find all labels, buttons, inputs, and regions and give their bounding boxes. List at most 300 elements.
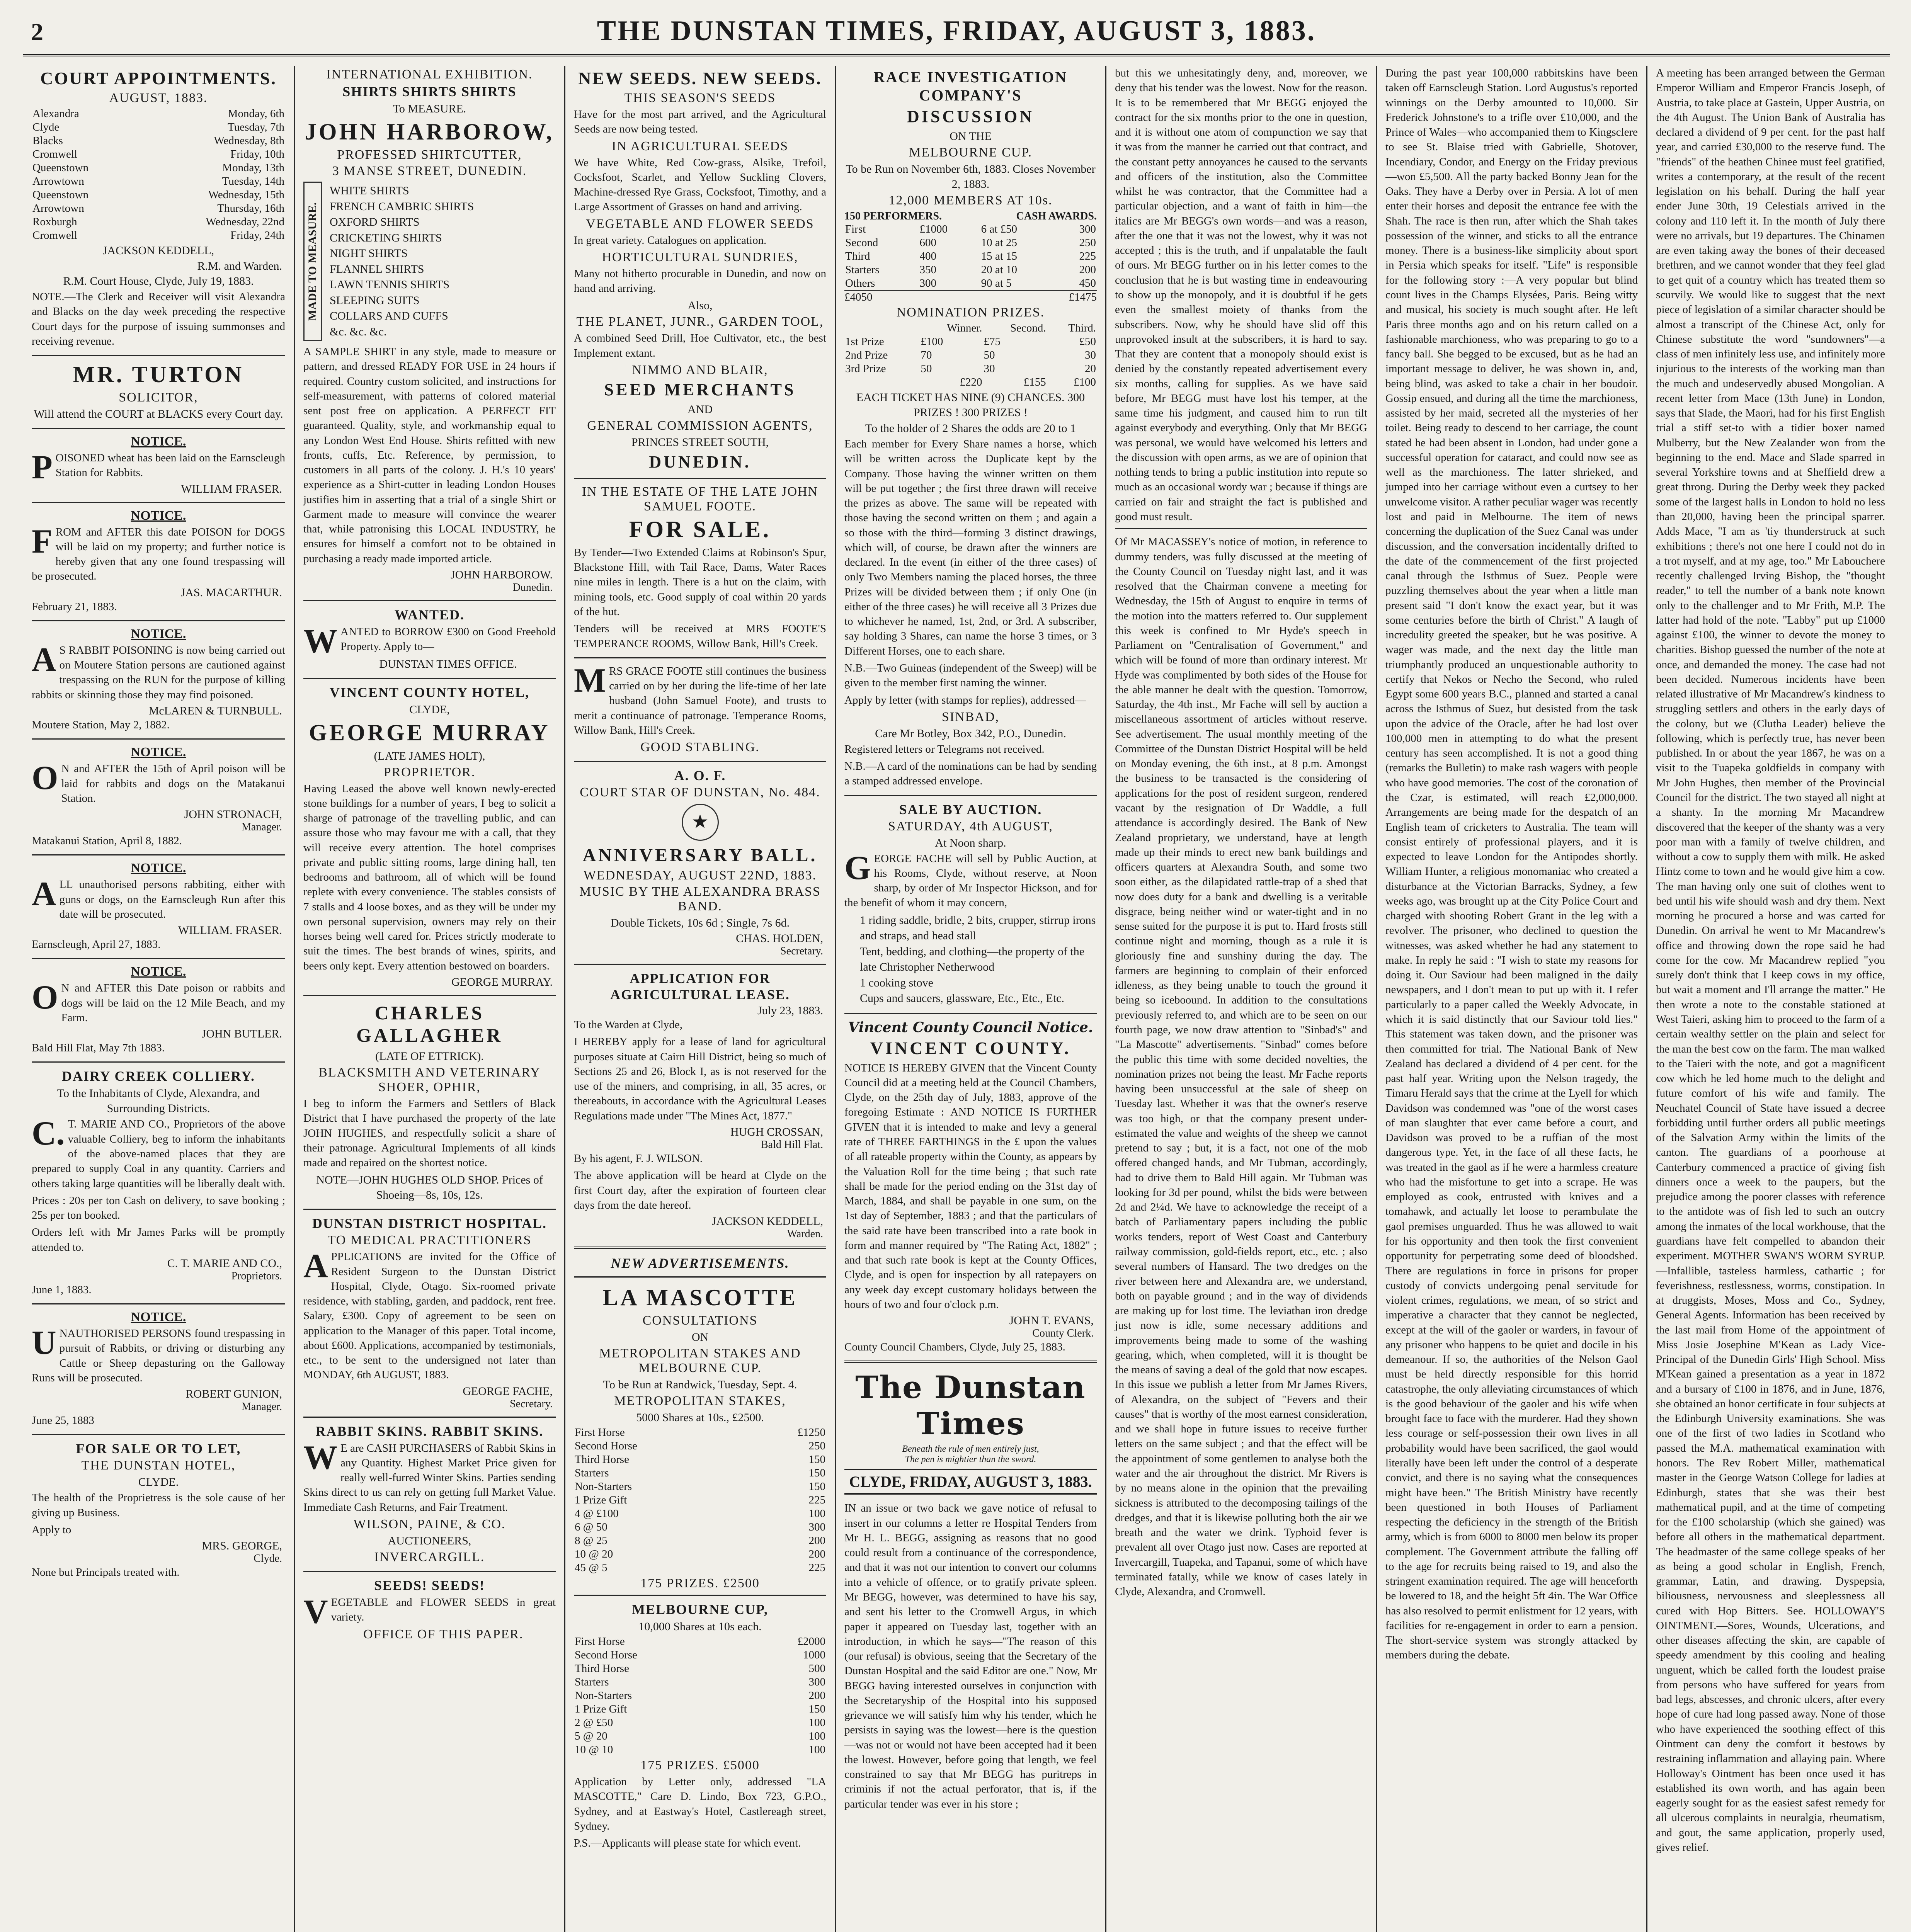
cup-prize-row — [574, 1662, 826, 1675]
court-row-cell: Friday, 10th — [230, 148, 284, 160]
metro-prize-row-cell: £1250 — [797, 1426, 825, 1439]
hospital-signature: GEORGE FACHE, — [463, 1384, 553, 1398]
notice-title: Manager. — [242, 1401, 282, 1413]
auction-text: GEORGE FACHE will sell by Public Auction, at his Rooms, Clyde, without reserve, at Noon sharp, by order of Mr Inspector Hickson, and for the benefit of whom it may concern, — [844, 849, 1097, 909]
notice-heading: NOTICE. — [131, 861, 186, 876]
gallagher-late: (LATE OF ETTRICK). — [375, 1049, 484, 1063]
metro-prize-row-cell: Non-Starters — [575, 1480, 632, 1493]
nomination-row-cell: 50 — [984, 349, 995, 361]
performer-row — [844, 236, 1097, 250]
foote-text: MRS GRACE FOOTE still continues the business carried on by her during the life-time of her late husband (John Samuel Foote), and trusts to merit a continuance of patronage. Temperance Rooms, Willow Bank, Hill's Creek. — [574, 662, 826, 736]
performer-row — [844, 250, 1097, 263]
notice-moutere — [32, 627, 285, 732]
nomination-row-cell: 50 — [921, 362, 932, 375]
performer-row-cell: 350 — [919, 264, 937, 276]
gallagher-text: I beg to inform the Farmers and Settlers of Black District that I have purchased the property of the late JOHN HUGHES, and respectfully solicit a share of their patronage. Agricultural Implements of all kinds made and repaired on the shortest notice. — [303, 1097, 556, 1169]
cup-prize-row-cell: 300 — [808, 1676, 825, 1689]
lease-to: To the Warden at Clyde, — [574, 1019, 682, 1031]
metro-prize-row-cell: 100 — [808, 1507, 825, 1520]
cup-prize-row-cell: 100 — [808, 1730, 825, 1743]
shirt-list — [330, 183, 474, 340]
vincent-hotel-ad — [303, 684, 556, 989]
court-heading: COURT APPOINTMENTS. — [40, 68, 277, 88]
harborow-signature: JOHN HARBOROW. — [451, 568, 553, 581]
metro-prize-row-cell: 10 @ 20 — [575, 1548, 613, 1561]
lease-date: July 23, 1883. — [757, 1004, 823, 1017]
metro-prize-row-cell: 45 @ 5 — [575, 1561, 608, 1574]
cup-prize-row-cell: Second Horse — [575, 1649, 637, 1662]
auction-heading: SALE BY AUCTION. — [899, 801, 1042, 817]
murray-late: (LATE JAMES HOLT), — [374, 749, 485, 762]
rabbit-signature: WILSON, PAINE, & CO. — [353, 1517, 506, 1532]
mascotte-on: ON — [691, 1331, 709, 1344]
cup-prize-row-cell: First Horse — [575, 1635, 625, 1648]
metro-prize-row — [574, 1453, 826, 1466]
editorial-continued: but this we unhesitatingly deny, and, moreover, we deny that his tender was the lowest. Now for the reason. It is to be remembered that Mr BEGG enjoyed the contract for the six months prior to the one in question, and it is without one atom of compunction we say that it was from the manner he carried out that contract, and the constant petty annoyances he caused to the servants and officers of the institution, also the Committee whilst he was contractor, that the Committee had a particular objection, and a want of faith in him—the italics are Mr BEGG's own words—and was a reason, after the one that it was not the lowest, why it was not accepted ; this is the truth, and if unpalatable the fault of ours. Mr BEGG further on in his letter comes to the conclusion that he is but wasting time in endeavouring to show up the monopoly, and it is doubtful if he gets even the smallest moiety of thanks from the subscribers. Now, why he should have slid off this unprovoked insult at the subscribers, it is hard to say. That they are content that a monopoly should exist is denied by the constantly repeated advertisement every six months, calling for supplies. As we have said before, Mr BEGG must have lost his temper, at the same time his judgment, and caused him to run tilt against everybody and everything. Only that Mr BEGG was personal, we would have welcomed his letters and the discussion with open arms, as we are of opinion that nothing tends to bring a public institution into repute so much as an occasional wordy war ; because if things are carried on fair and straight the fact is published and good must result. — [1115, 67, 1367, 523]
seeds-signature: OFFICE OF THIS PAPER. — [363, 1627, 524, 1641]
performer-row-cell: 15 at 15 — [981, 250, 1018, 262]
shirts-line: SHIRTS SHIRTS SHIRTS — [342, 84, 517, 99]
metro-prize-table — [574, 1426, 826, 1575]
race-holder: To the holder of 2 Shares the odds are 20 to 1 — [865, 422, 1076, 435]
wanted-signature: DUNSTAN TIMES OFFICE. — [379, 657, 517, 670]
metro-shares: 5000 Shares at 10s., £2500. — [636, 1411, 764, 1424]
race-sub: DISCUSSION — [907, 107, 1034, 126]
court-sig-title: R.M. and Warden. — [197, 260, 282, 272]
cup-prize-row-cell: 1000 — [803, 1649, 825, 1662]
hotel-name: THE DUNSTAN HOTEL, — [81, 1458, 236, 1473]
dunstan-hotel-sale — [32, 1440, 285, 1580]
lease-heard: The above application will be heard at Clyde on the first Court day, after the expiration of fourteen clear days from the date hereof. — [574, 1169, 826, 1211]
court-row — [32, 215, 285, 229]
metro-prize-row — [574, 1466, 826, 1480]
metro-prize-row-cell: First Horse — [575, 1426, 625, 1439]
race-signature: SINBAD, — [941, 709, 1000, 724]
auction-ad — [844, 801, 1097, 1007]
lease-warden: JACKSON KEDDELL, — [711, 1215, 823, 1228]
nomination-row-cell: £50 — [1079, 335, 1096, 348]
auction-item: 1 cooking stove — [860, 976, 933, 989]
court-row-cell: Wednesday, 22nd — [206, 216, 284, 228]
exhibition-line: INTERNATIONAL EXHIBITION. — [326, 67, 533, 82]
rabbit-place: INVERCARGILL. — [374, 1550, 485, 1565]
court-row-cell: Tuesday, 14th — [222, 175, 284, 187]
nomination-total: £100 — [1074, 376, 1096, 388]
cup-prize-row-cell: 500 — [808, 1662, 825, 1675]
court-row — [32, 202, 285, 215]
hotel-sale-heading: FOR SALE OR TO LET, — [76, 1441, 241, 1457]
metro-prize-row-cell: Starters — [575, 1467, 609, 1480]
vincent-text: NOTICE IS HEREBY GIVEN that the Vincent County Council did at a meeting held at the Council Chambers, Clyde, on the 25th day of July, 1883, approve of the foregoing Estimate : AND NOTICE IS FURTHER GIVEN that it is intended to make and levy a general rate of THREE FARTHINGS in the £ upon the values of all rateable property within the County, as appears by the Valuation Roll for the time being ; that such rate shall be made for the period ending on the 31st day of March, 1884, and shall be payable in one sum, on the 1st day of September, 1883 ; and that the particulars of the said rate have been transcribed into a rate book in form and manner required by "The Rating Act, 1882" ; and that such rate book is kept at the County Offices, Clyde, and is open for inspection by all ratepayers on any week day except customary holidays between the hours of two and four o'clock p.m. — [844, 1061, 1097, 1311]
colliery-prices: Prices : 20s per ton Cash on delivery, to save booking ; 25s per ton booked. — [32, 1194, 285, 1222]
nimmo-name: NIMMO AND BLAIR, — [632, 362, 768, 377]
cup-prize-row — [574, 1702, 826, 1716]
performer-row-cell: 225 — [1079, 250, 1096, 262]
shirt-list-item: SLEEPING SUITS — [330, 294, 420, 307]
metro-prize-row — [574, 1480, 826, 1493]
dairy-creek-colliery-ad — [32, 1068, 285, 1297]
hort-text: Many not hitherto procurable in Dunedin, and now on hand and arriving. — [574, 267, 826, 295]
metro-prize-row-cell: 8 @ 25 — [575, 1534, 608, 1547]
notice-matakanui — [32, 745, 285, 848]
cup-prize-row — [574, 1716, 826, 1730]
court-row — [32, 175, 285, 188]
race-cup: MELBOURNE CUP. — [909, 145, 1032, 160]
race-registered: Registered letters or Telegrams not received. — [844, 743, 1045, 755]
editorial-text: IN an issue or two back we gave notice of refusal to insert in our columns a letter re Hospital Tenders from Mr H. L. BEGG, assigning as reasons that no good could result from a continuance of the correspondence, and that it was not our intention to convert our columns into a vehicle of offence, or to gratify private spleen. Mr BEGG, however, was determined to have his say, and sent his letter to the Cromwell Argus, in which paper it appeared on Tuesday last, together with an introduction, in which he says—"The reason of this (our refusal) is obvious, seeing that the Secretary of the Dunstan Hospital and the said Editor are one." Now, Mr BEGG having interested ourselves in conjunction with the Secretaryship of the Hospital into his supposed grievance we will satisfy him why his tender, which he persists in saying was the lowest—here is the question—was not or would not have been accepted had it been the lowest. However, before going that length, we feel constrained to say that Mr BEGG has puritreps in criminis if not the actual perforator, that is, if the particular tender was ever in his store ; — [844, 1502, 1097, 1810]
notice-place: Moutere Station, May 2, 1882. — [32, 718, 170, 731]
metro-prize-row — [574, 1493, 826, 1507]
motto-line-1: Beneath the rule of men entirely just, — [902, 1444, 1039, 1454]
hospital-heading: DUNSTAN DISTRICT HOSPITAL. — [312, 1216, 547, 1231]
metro-prize-row-cell: 225 — [808, 1561, 825, 1574]
column-7 — [1646, 66, 1894, 1932]
stabling: GOOD STABLING. — [640, 740, 760, 755]
performer-row-cell: Others — [845, 277, 875, 289]
shirt-list-item: LAWN TENNIS SHIRTS — [330, 278, 450, 291]
hospital-sub: TO MEDICAL PRACTITIONERS — [327, 1233, 532, 1248]
harborow-address: 3 MANSE STREET, DUNEDIN. — [332, 164, 527, 178]
notice-text: UNAUTHORISED PERSONS found trespassing in pursuit of Rabbits, or driving or disturbing any Cattle or Sheep depasturing on the Galloway Runs will be prosecuted. — [32, 1324, 285, 1384]
shirt-list-item: FRENCH CAMBRIC SHIRTS — [330, 200, 474, 213]
lease-agent: By his agent, F. J. WILSON. — [574, 1152, 703, 1165]
performer-row-cell: £1000 — [919, 223, 948, 235]
metro-prize-row-cell: 150 — [808, 1453, 825, 1466]
performer-row-cell: Third — [845, 250, 870, 262]
vincent-signature: JOHN T. EVANS, — [1009, 1314, 1094, 1327]
cup-apply: Application by Letter only, addressed "LA MASCOTTE," Care D. Lindo, Box 723, G.P.O., Sydney, and at Eastway's Hotel, Castlereagh street, Sydney. — [574, 1776, 826, 1832]
nomination-col-header: Second. — [1010, 322, 1046, 334]
column-5 — [1105, 66, 1376, 1932]
new-advertisements-heading: NEW ADVERTISEMENTS. — [611, 1255, 790, 1271]
auction-item: Tent, bedding, and clothing—the property of the late Christopher Netherwood — [860, 945, 1085, 974]
wanted-text: WANTED to BORROW £300 on Good Freehold Property. Apply to— — [303, 622, 556, 660]
column-4 — [835, 66, 1105, 1932]
race-heading: RACE INVESTIGATION COMPANY'S — [873, 68, 1068, 104]
hotel-town: CLYDE. — [138, 1476, 179, 1489]
nomination-row-cell: 2nd Prize — [845, 349, 888, 361]
rabbit-text: WE are CASH PURCHASERS of Rabbit Skins in any Quantity. Highest Market Price given for really well-furred Winter Skins. Parties sending Skins direct to us can rely on getting full Market Value. Immediate Cash Returns, and Fair Treatment. — [303, 1439, 556, 1514]
mascotte-race: METROPOLITAN STAKES AND MELBOURNE CUP. — [599, 1346, 801, 1376]
shirt-list-item: FLANNEL SHIRTS — [330, 262, 424, 276]
hotel-signature: MRS. GEORGE, — [202, 1539, 282, 1553]
court-row-cell: Alexandra — [32, 107, 79, 120]
performer-row-cell: Starters — [845, 264, 880, 276]
turton-text: Will attend the COURT at BLACKS every Court day. — [34, 408, 283, 421]
cash-heading: CASH AWARDS. — [1016, 210, 1097, 222]
for-sale: FOR SALE. — [629, 516, 771, 542]
performer-row-cell: 200 — [1079, 264, 1096, 276]
notice-text: POISONED wheat has been laid on the Earnscleugh Station for Rabbits. — [32, 449, 285, 486]
cup-prize-row — [574, 1648, 826, 1662]
cup-prize-row — [574, 1635, 826, 1648]
perf-headings — [844, 210, 1097, 223]
season-seeds: THIS SEASON'S SEEDS — [624, 91, 776, 105]
shirt-list-item: &c. &c. &c. — [330, 325, 387, 338]
cup-prize-row — [574, 1689, 826, 1702]
notice-date: February 21, 1883. — [32, 600, 117, 613]
metro-prize-row — [574, 1439, 826, 1453]
performer-row-cell: 250 — [1079, 236, 1096, 249]
murray-name: GEORGE MURRAY — [309, 719, 550, 745]
veg-heading: VEGETABLE AND FLOWER SEEDS — [586, 216, 814, 231]
cup-prize-row-cell: Third Horse — [575, 1662, 629, 1675]
cup-prize-row-cell: 100 — [808, 1716, 825, 1729]
court-row-cell: Thursday, 16th — [217, 202, 284, 214]
metro-prize-row-cell: 4 @ £100 — [575, 1507, 619, 1520]
hotel-place: Clyde. — [254, 1553, 282, 1565]
metro-prize-row-cell: 200 — [808, 1548, 825, 1561]
la-mascotte-ad — [574, 1284, 826, 1850]
notice-signature: JAS. MACARTHUR. — [180, 586, 282, 599]
metro-prize-row-cell: Third Horse — [575, 1453, 629, 1466]
notice-heading: NOTICE. — [131, 434, 186, 449]
running-head-title: THE DUNSTAN TIMES, FRIDAY, AUGUST 3, 1883. — [597, 15, 1316, 47]
court-row-cell: Friday, 24th — [230, 229, 284, 242]
performer-row-cell: 10 at 25 — [981, 236, 1018, 249]
ball-music: MUSIC BY THE ALEXANDRA BRASS BAND. — [579, 884, 821, 914]
lease-text: I HEREBY apply for a lease of land for agricultural purposes situate at Cairn Hill District, being so much of Sections 25 and 26, Block I, as is not reserved for the use of the miners, and comprising, in all, 35 acres, or thereabouts, in accordance with the Agricultural Leases Regulations made under "The Mines Act, 1877." — [574, 1036, 826, 1122]
metro-prize-row — [574, 1426, 826, 1439]
metro-prize-row-cell: 250 — [808, 1440, 825, 1452]
notice-date: June 25, 1883 — [32, 1414, 94, 1427]
hospital-title: Secretary. — [510, 1398, 553, 1410]
gallagher-ad — [303, 1002, 556, 1202]
nom-heading: NOMINATION PRIZES. — [896, 305, 1045, 320]
nimmo-street: PRINCES STREET SOUTH, — [631, 435, 769, 449]
court-row — [32, 188, 285, 202]
notice-butler — [32, 964, 285, 1055]
cup-total: 175 PRIZES. £5000 — [640, 1758, 760, 1773]
court-table — [32, 107, 285, 242]
cup-prize-row-cell: 5 @ 20 — [575, 1730, 608, 1743]
cup-prize-row-cell: Non-Starters — [575, 1689, 632, 1702]
nomination-row-cell: 70 — [921, 349, 932, 361]
court-row-cell: Monday, 13th — [222, 162, 284, 174]
cup-prize-row-cell: 10 @ 10 — [575, 1743, 613, 1756]
race-address: Care Mr Botley, Box 342, P.O., Dunedin. — [875, 727, 1066, 740]
perf-heading: 150 PERFORMERS. — [844, 210, 942, 222]
nomination-row-cell: 30 — [984, 362, 995, 375]
court-row-cell: Clyde — [32, 121, 60, 133]
court-row-cell: Queenstown — [32, 189, 88, 201]
notice-heading: NOTICE. — [131, 1310, 186, 1325]
cup-prize-row — [574, 1675, 826, 1689]
race-nb: N.B.—Two Guineas (independent of the Sweep) will be given to the member first naming the winner. — [844, 662, 1097, 689]
notice-heading: NOTICE. — [131, 745, 186, 760]
turton-name: MR. TURTON — [73, 362, 244, 388]
cup-heading: MELBOURNE CUP, — [632, 1602, 768, 1617]
cup-prize-row-cell: 2 @ £50 — [575, 1716, 613, 1729]
wanted-ad — [303, 607, 556, 672]
nomination-row-cell: 30 — [1085, 349, 1096, 361]
ball-signature: CHAS. HOLDEN, — [736, 932, 823, 945]
court-row-cell: Wednesday, 8th — [214, 134, 284, 147]
performer-row — [844, 277, 1097, 290]
auction-items — [860, 913, 1097, 1007]
to-measure: To MEASURE. — [393, 102, 466, 115]
agricultural-lease-ad — [574, 970, 826, 1240]
notice-text: ALL unauthorised persons rabbiting, either with guns or dogs, on the Earnscleugh Run after this date will be prosecuted. — [32, 875, 285, 920]
notice-heading: NOTICE. — [131, 964, 186, 979]
court-sig-place: R.M. Court House, Clyde, July 19, 1883. — [63, 275, 254, 287]
cup-prize-row-cell: 100 — [808, 1743, 825, 1756]
court-row-cell: Blacks — [32, 134, 63, 147]
court-row-cell: Cromwell — [32, 229, 77, 242]
notice-text: AS RABBIT POISONING is now being carried out on Moutere Station persons are cautioned against trespassing on the RUN for the purpose of killing rabbits or skinning those they may find poisoned. — [32, 641, 285, 701]
court-row-cell: Monday, 6th — [228, 107, 284, 120]
court-appointments — [32, 68, 285, 349]
metro-prize-row-cell: Second Horse — [575, 1440, 637, 1452]
court-row-cell: Tuesday, 7th — [228, 121, 284, 133]
paper-title: The Dunstan Times — [855, 1369, 1086, 1442]
wanted-heading: WANTED. — [394, 607, 465, 622]
nomination-row-cell: 20 — [1085, 362, 1096, 375]
cup-shares: 10,000 Shares at 10s each. — [638, 1620, 762, 1633]
notice-text: FROM and AFTER this date POISON for DOGS will be laid on my property; and further notice is hereby given that any one found trespassing will be prosecuted. — [32, 522, 285, 583]
court-row — [32, 121, 285, 134]
colliery-orders: Orders left with Mr James Parks will be promptly attended to. — [32, 1226, 285, 1253]
metro-total: 175 PRIZES. £2500 — [640, 1576, 760, 1591]
performer-row-cell: 450 — [1079, 277, 1096, 289]
ball-heading: ANNIVERSARY BALL. — [582, 845, 818, 866]
motto-line-2: The pen is mightier than the sword. — [905, 1454, 1036, 1465]
hospital-text: APPLICATIONS are invited for the Office of Resident Surgeon to the Dunstan District Hospital, Clyde, Otago. Six-roomed private residence, with stabling, garden, and paddock, rent free. Salary, £300. Copy of agreement to be seen on application to the Manager of this paper. Total income, about £600. Applications, accompanied by testimonials, etc., to be sent to the undersigned not later than MONDAY, 6th AUGUST, 1883. — [303, 1247, 556, 1381]
planet-text: A combined Seed Drill, Hoe Cultivator, etc., the best Implement extant. — [574, 332, 826, 359]
nimmo-blair-ad — [574, 68, 826, 472]
turton-role: SOLICITOR, — [119, 390, 198, 405]
lease-warden-title: Warden. — [787, 1228, 823, 1240]
court-row — [32, 229, 285, 242]
performer-row — [844, 223, 1097, 236]
court-row — [32, 148, 285, 161]
auction-item: Cups and saucers, glassware, Etc., Etc., Etc. — [860, 992, 1064, 1005]
race-on: ON THE — [950, 130, 992, 143]
mascotte-sub: CONSULTATIONS — [642, 1313, 758, 1328]
gallagher-name: CHARLES GALLAGHER — [356, 1002, 503, 1046]
nomination-row-cell: £75 — [984, 335, 1001, 348]
cup-ps: P.S.—Applicants will please state for which event. — [574, 1837, 801, 1850]
ball-date: WEDNESDAY, AUGUST 22ND, 1883. — [583, 868, 817, 883]
nomination-row — [844, 335, 1097, 349]
race-run: To be Run on November 6th, 1883. Closes November 2, 1883. — [846, 163, 1096, 190]
murray-text: Having Leased the above well known newly-erected stone buildings for a number of years, I beg to solicit a sharge of patronage of the travelling public, and can assure those who may favour me with a call, that they will receive every attention. The hotel comprises private and public sitting rooms, large dining hall, ten bedrooms and bathroom, all of which will be found replete with every convenience. The stables consists of 7 stalls and 4 loose boxes, and as they will be under my own personal supervision, owners may rely on their horses being well cared for. Prices strictly moderate to suit the times. The best brands of wines, spirits, and beers only kept. Every attention bestowed on boarders. — [303, 782, 556, 972]
estate-text: By Tender—Two Extended Claims at Robinson's Spur, Blackstone Hill, with Tail Race, Dams, Water Races nine miles in length. There is a hut on the claim, with mining tools, etc. Good supply of coal within 20 yards of the hut. — [574, 546, 826, 618]
race-ticket: EACH TICKET HAS NINE (9) CHANCES. 300 PRIZES ! 300 PRIZES ! — [856, 391, 1085, 419]
vincent-hotel-name: VINCENT COUNTY HOTEL, — [329, 684, 530, 700]
cup-prize-row-cell: Starters — [575, 1676, 609, 1689]
vincent-title: County Clerk. — [1032, 1327, 1094, 1340]
hospital-ad — [303, 1215, 556, 1410]
nomination-total: £155 — [1023, 376, 1046, 388]
notice-place: Bald Hill Flat, May 7th 1883. — [32, 1042, 165, 1054]
perf-total-right: £1475 — [1069, 291, 1097, 303]
turton-ad — [32, 361, 285, 422]
seeds-heading: SEEDS! SEEDS! — [374, 1578, 485, 1594]
rabbit-skins-ad — [303, 1423, 556, 1565]
lease-signature: HUGH CROSSAN, — [730, 1125, 823, 1138]
nomination-row — [844, 362, 1097, 376]
auction-time: At Noon sharp. — [935, 836, 1006, 849]
local-news: Of Mr MACASSEY's notice of motion, in reference to dummy tenders, was fully discussed at the meeting of the County Council on Tuesday night last, and it was resolved that the Chairman convene a meeting for Wednesday, the 15th of August to enquire in terms of the motion into the matters referred to. Our supplement this week is confined to Mr Hyde's speech in Parliament on "Centralisation of Government," and which will be found of more than ordinary interest. Mr Hyde was complimented by both sides of the House for the able manner he dealt with the question. Tomorrow, Saturday, the 4th inst., Mr Fache will sell by auction a miscellaneous assortment of articles without reserve. See advertisement. The usual monthly meeting of the Committee of the Dunstan District Hospital will be held on Monday evening, the 6th inst., at 8 p.m. Amongst the business to be transacted is the considering of applications for the post of resident surgeon, rendered vacant by the resignation of Dr Waddle, a full attendance is accordingly desired. The Bank of New Zealand proprietary, we understand, have at length made up their minds to erect new bank buildings and officers quarters at Alexandra South, and some two soon either, as the dilapidated rattle-trap of a shed that now does duty for a bank and dwelling is a veritable disgrace, being neither wind or water-tight and in no sense suited for the purpose it is put to. Hard frosts still continue night and morning, though as a rule it is gloriously fine and sunshiny during the day. The farmers are beginning to complain of their enforced idleness, as they being unable to touch the ground it being so iceboound. In addition to the consultations previously referred to, and which are to be seen on our fourth page, we now draw attention to "Sinbad's" and "La Mascotte" advertisements. "Sinbad" comes before the public this time with some decided novelties, the nomination prizes not being the least. Mr Fache reports having been unsuccessful at the sale of sheep on Tuesday last. Whether it was that the owner's reserve was too high, or that the company present under-estimated the value and weights of the sheep we cannot pretend to say ; but, it is a fact, not one of the mob offered changed hands, and Mr Tubman, accordingly, had to drive them to Bald Hill again. Mr Tubman was looking for 3d per pound, whilst the bids were between 2d and 2¼d. We have to acknowledge the receipt of a batch of Parliamentary papers including the public works tenders, report of West Coast and Canterbury railway commission, gold-fields report, etc., etc. ; also several numbers of Hansard. The two dredges on the river between here and Alexandra are, we understand, both on payable ground ; and in the way of dividends are making up for lost time. The leviathan iron dredge just now is idle, some necessary additions and improvements being made to some of the washing gearing, which, when completed, will it is thought be the means of saving a deal of the gold that now escapes. In this issue we publish a letter from Mr James Rivers, of Alexandra, on the subject of "Fevers and their causes" that is worthy of the most earnest consideration, and we shall hope in future issues to receive further letters on the same subject ; and that the effect will be the appointment of some gentlemen to analyse both the water and the air throughout the district. Mr Rivers is by no means alone in the opinion that the prevailing sickness is attributed to the decomposing tailings of the dredges, and that it is likewise polluting both the air we breath and the water we drink. Typhoid fever is prevalent all over Otago just now. Cases are reported at Invercargill, Tuapeka, and Tapanui, some of which have terminated fatally, while we know of cases lately in Clyde, Alexandra, and Cromwell. — [1115, 536, 1367, 1598]
metro-prize-row — [574, 1520, 826, 1534]
nomination-total: £220 — [960, 376, 982, 388]
seeds-text: Have for the most part arrived, and the Agricultural Seeds are now being tested. — [574, 108, 826, 136]
shirt-list-item: COLLARS AND CUFFS — [330, 310, 448, 322]
vincent-heading: VINCENT COUNTY. — [870, 1038, 1071, 1058]
performer-row-cell: 6 at £50 — [981, 223, 1018, 235]
estate-heading: IN THE ESTATE OF THE LATE JOHN SAMUEL FOOTE. — [582, 484, 819, 514]
cup-prize-row-cell: 200 — [808, 1689, 825, 1702]
notice-heading: NOTICE. — [131, 626, 186, 641]
court-row-cell: Roxburgh — [32, 216, 77, 228]
metro-prize-row-cell: 300 — [808, 1521, 825, 1534]
metro-prize-row-cell: 150 — [808, 1480, 825, 1493]
metro-prize-row — [574, 1507, 826, 1520]
notice-text: ON and AFTER the 15th of April poison will be laid for rabbits and dogs on the Matakanui Station. — [32, 759, 285, 804]
lease-place: Bald Hill Flat. — [761, 1138, 823, 1151]
hotel-text: The health of the Proprietress is the sole cause of her giving up Business. — [32, 1492, 285, 1519]
shirt-list-item: NIGHT SHIRTS — [330, 247, 408, 260]
nomination-row — [844, 349, 1097, 362]
race-nb2: N.B.—A card of the nominations can be had by sending a stamped addressed envelope. — [844, 760, 1097, 787]
column-6 — [1376, 66, 1646, 1932]
nimmo-trade: SEED MERCHANTS — [604, 380, 796, 399]
cup-prize-row — [574, 1730, 826, 1743]
veg-text: In great variety. Catalogues on application. — [574, 234, 767, 247]
ball-title: Secretary. — [780, 945, 823, 957]
new-seeds-heading: NEW SEEDS. NEW SEEDS. — [578, 68, 822, 88]
court-row-cell: Arrowtown — [32, 202, 84, 214]
aof-ball-ad — [574, 767, 826, 957]
notice-text: ON and AFTER this Date poison or rabbits and dogs will be laid on the 12 Mile Beach, and my Farm. — [32, 979, 285, 1024]
column-1 — [23, 66, 294, 1932]
performer-row — [844, 263, 1097, 277]
planet-line: THE PLANET, JUNR., GARDEN TOOL, — [576, 315, 824, 329]
performer-row-cell: 90 at 5 — [981, 277, 1012, 289]
auction-date: SATURDAY, 4th AUGUST, — [888, 819, 1053, 833]
council-heading: Vincent County Council Notice. — [848, 1019, 1093, 1036]
aof-emblem: ★ — [682, 804, 719, 841]
metro-prize-row-cell: 200 — [808, 1534, 825, 1547]
notice-title: Manager. — [242, 821, 282, 833]
court-month: AUGUST, 1883. — [109, 91, 208, 105]
mascotte-run: To be Run at Randwick, Tuesday, Sept. 4. — [603, 1378, 797, 1391]
nomination-col-header: Third. — [1068, 322, 1096, 334]
notice-signature: JOHN BUTLER. — [201, 1027, 282, 1041]
harborow-name: JOHN HARBOROW, — [305, 119, 555, 145]
shirt-list-item: OXFORD SHIRTS — [330, 216, 420, 228]
harborow-trade: PROFESSED SHIRTCUTTER, — [337, 148, 522, 162]
cup-prize-row — [574, 1743, 826, 1757]
made-to-measure-label: MADE TO MEASURE. — [303, 182, 322, 341]
perf-total-left: £4050 — [844, 291, 873, 303]
performer-row-cell: 300 — [919, 277, 937, 289]
estate-tender: Tenders will be received at MRS FOOTE'S TEMPERANCE ROOMS, Willow Bank, Hill's Creek. — [574, 622, 826, 650]
race-text: Each member for Every Share names a horse, which will be written across the Duplicate kept by the Company. Those having the winner written on them will be put together ; the first three drawn will receive the prizes as above. The same will be repeated with those having the second written on them ; and again a so those with the third—forming 3 distinct drawings, which will, of course, be drawn after the winners are declared. In the event (in either of the three cases) of only Two Members naming the placed horses, the three Prizes will be divided between them ; if only One (in either of the three cases) he will receive all 3 Prizes due to whichever he named, 1st, 2nd, or 3rd. A subscriber, say holding 3 Shares, can name the horse 3 times, or 3 Different Horses, one to each share. — [844, 438, 1097, 657]
ball-tickets: Double Tickets, 10s 6d ; Single, 7s 6d. — [610, 917, 790, 930]
lease-heading: APPLICATION FOR AGRICULTURAL LEASE. — [610, 971, 790, 1003]
gallagher-note: NOTE—JOHN HUGHES OLD SHOP. Prices of Shoeing—8s, 10s, 12s. — [316, 1173, 543, 1202]
cup-prize-row-cell: 150 — [808, 1703, 825, 1716]
metro-prize-row — [574, 1561, 826, 1575]
nomination-row-cell: 1st Prize — [845, 335, 884, 348]
gallagher-trade: BLACKSMITH AND VETERINARY SHOER, OPHIR, — [318, 1065, 541, 1094]
colliery-signature: C. T. MARIE AND CO., — [167, 1257, 282, 1270]
court-row — [32, 161, 285, 175]
nimmo-agents: GENERAL COMMISSION AGENTS, — [587, 418, 813, 433]
murray-signature: GEORGE MURRAY. — [451, 975, 553, 988]
